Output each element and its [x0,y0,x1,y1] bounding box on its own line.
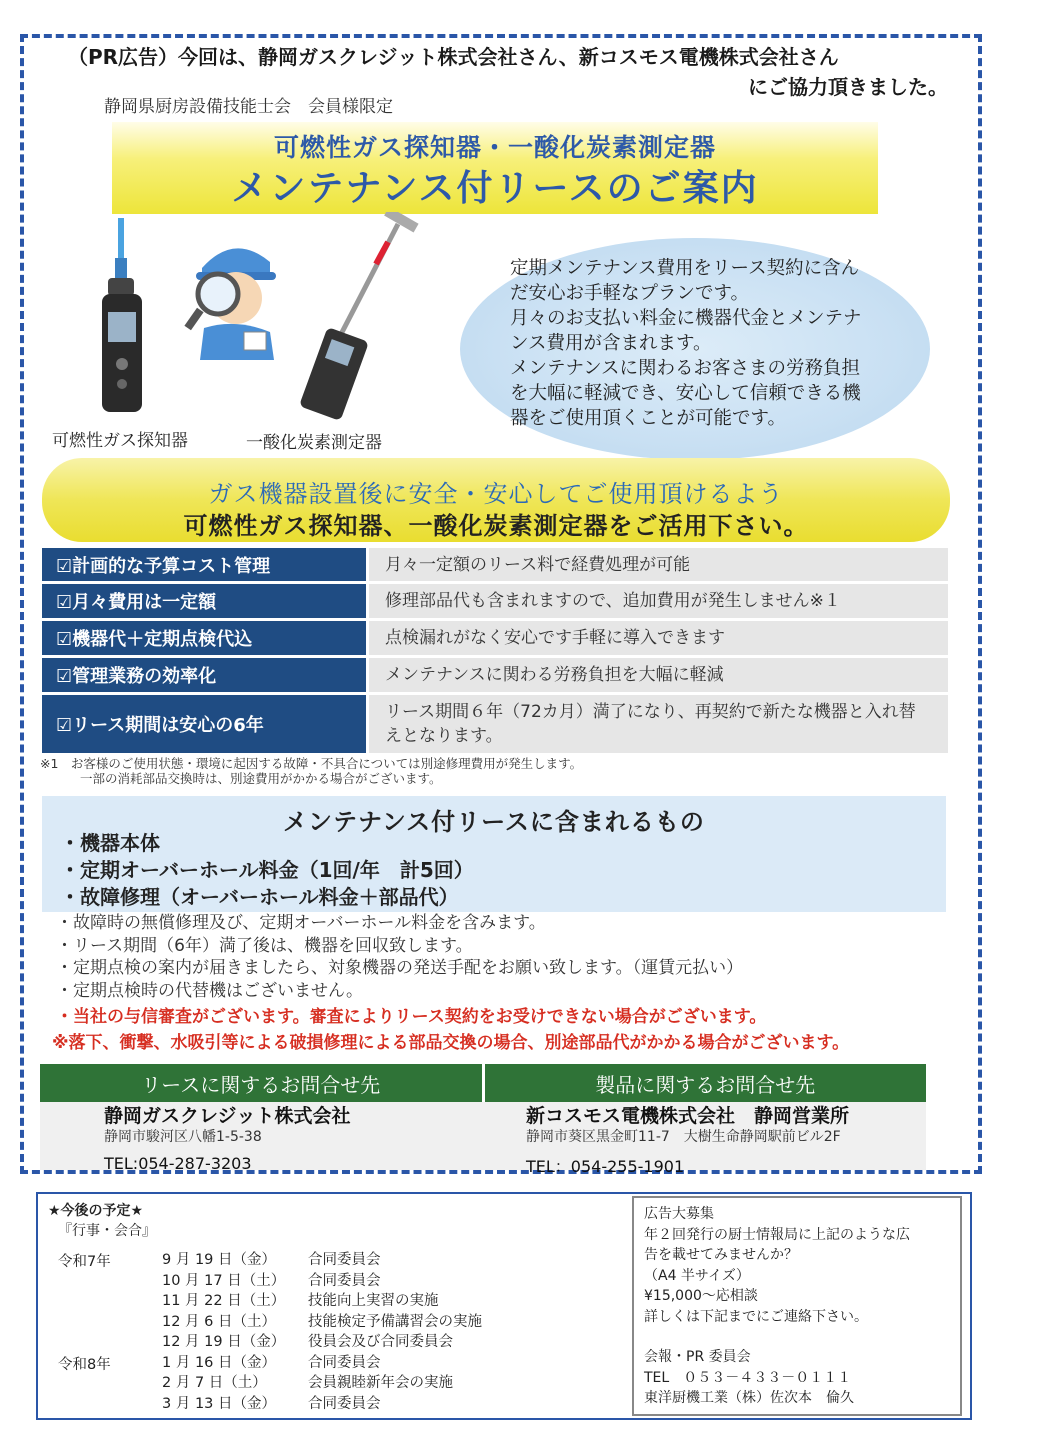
schedule-date: 12 月 6 日（土） [162,1313,277,1330]
banner-subtitle: 可燃性ガス探知器・一酸化炭素測定器 [273,133,716,162]
footnote-line-2: 一部の消耗部品交換時は、別途費用がかかる場合がございます。 [80,771,442,786]
schedule-date: 12 月 19 日（金） [162,1334,286,1350]
schedule-item [162,1312,482,1333]
feature-label: ☑機器代＋定期点検代込 [42,621,366,655]
contact-headings [40,1064,926,1102]
product-company-tel: TEL：054-255-1901 [526,1157,685,1176]
feature-row [42,658,948,692]
schedule-list [162,1250,482,1414]
feature-value: 月々一定額のリース料で経費処理が可能 [369,548,948,581]
schedule-item [162,1332,482,1353]
description-text [510,256,910,431]
slogan-banner [42,458,950,542]
note-item: ・リース期間（6年）満了後は、機器を回収致します。 [56,935,473,956]
slogan-line-1: ガス機器設置後に安全・安心してご使用頂けるよう [208,480,784,508]
included-item: ・機器本体 [60,831,160,855]
lease-contact [104,1104,351,1173]
included-item: ・定期オーバーホール料金（1回/年 計5回） [60,858,474,882]
ad-line: 年２回発行の厨士情報局に上記のような広 [644,1226,910,1243]
description-line: 月々のお支払い料金に機器代金とメンテナ [510,308,862,329]
warning-damage: ※落下、衝撃、水吸引等による破損修理による部品交換の場合、別途部品代がかかる場合がございます。 [52,1033,850,1053]
feature-row [42,695,948,753]
schedule-date: 10 月 17 日（土） [162,1272,286,1289]
lease-contact-heading: リースに関するお問合せ先 [40,1064,482,1102]
co-meter-illustration [282,212,432,422]
lease-company-name: 静岡ガスクレジット株式会社 [104,1105,351,1127]
footnote [40,756,582,786]
feature-row [42,584,948,618]
warning-credit: ・当社の与信審査がございます。審査によりリース契約をお受けできない場合がございます。 [56,1007,767,1027]
product-company-name: 新コスモス電機株式会社 静岡営業所 [526,1105,850,1127]
schedule-year: 令和8年 [58,1357,111,1373]
feature-value: メンテナンスに関わる労務負担を大幅に軽減 [369,658,948,692]
ad-contact-person: 東洋厨機工業（株）佐次本 倫久 [644,1390,854,1406]
schedule-item [162,1291,482,1312]
ad-line: 告を載せてみませんか？ [644,1247,798,1263]
members-only-label: 静岡県厨房設備技能士会 会員様限定 [104,97,393,117]
feature-label: ☑計画的な予算コスト管理 [42,548,366,581]
banner-title: メンテナンス付リースのご案内 [231,168,759,209]
pr-line-1: （PR広告）今回は、静岡ガスクレジット株式会社さん、新コスモス電機株式会社さん [68,45,839,69]
ad-line: ¥15,000～応相談 [644,1288,758,1304]
feature-row [42,548,948,581]
worker-magnifier-illustration [174,232,284,362]
schedule-item [162,1373,482,1394]
lease-company-tel: TEL:054-287-3203 [104,1154,252,1173]
schedule-item [162,1271,482,1292]
footnote-line-1: ※1 お客様のご使用状態・環境に起因する故障・不具合については別途修理費用が発生します。 [40,756,583,771]
schedule-heading: ★今後の予定★ [48,1203,144,1219]
feature-label: ☑リース期間は安心の6年 [42,695,366,753]
feature-value: リース期間６年（72カ月）満了になり、再契約で新たな機器と入れ替えとなります。 [369,695,948,753]
included-heading: メンテナンス付リースに含まれるもの [283,808,705,836]
schedule-event: 合同委員会 [308,1395,381,1412]
schedule-date: 11 月 22 日（土） [162,1293,286,1309]
ad-line: （A4 半サイズ） [644,1267,750,1284]
schedule-event: 技能検定予備講習会の実施 [308,1313,482,1330]
gas-detector-illustration [96,214,156,420]
product-company-address: 静岡市葵区黒金町11-7 大樹生命静岡駅前ビル2F [526,1129,841,1145]
description-line: ンス費用が含まれます。 [510,333,712,354]
feature-value: 修理部品代も含まれますので、追加費用が発生しません※１ [369,584,948,618]
feature-value: 点検漏れがなく安心です手軽に導入できます [369,621,948,655]
schedule-date: 1 月 16 日（金） [162,1354,277,1371]
notes-list [56,912,743,1002]
ad-tel: TEL ０５３－４３３－０１１１ [644,1369,852,1386]
feature-label: ☑月々費用は一定額 [42,584,366,618]
included-box [42,796,946,912]
note-item: ・定期点検時の代替機はございません。 [56,980,364,1001]
caption-co-meter: 一酸化炭素測定器 [246,433,382,453]
ad-line: 詳しくは下記までにご連絡下さい。 [644,1308,868,1325]
schedule-subheading: 『行事・会合』 [58,1223,156,1239]
ad-recruitment-box [632,1196,962,1416]
feature-label: ☑管理業務の効率化 [42,658,366,692]
schedule-event: 合同委員会 [308,1272,381,1289]
description-line: を大幅に軽減でき、安心して信頼できる機 [510,383,861,404]
schedule-item [162,1353,482,1374]
lease-company-address: 静岡市駿河区八幡1-5-38 [104,1129,262,1145]
description-line: 器をご使用頂くことが可能です。 [510,408,787,429]
schedule-event: 合同委員会 [308,1354,381,1371]
ad-title: 広告大募集 [644,1206,714,1222]
included-item: ・故障修理（オーバーホール料金＋部品代） [60,885,459,909]
schedule-date: 3 月 13 日（金） [162,1395,277,1412]
description-line: メンテナンスに関わるお客さまの労務負担 [510,358,861,379]
caption-gas-detector: 可燃性ガス探知器 [52,431,188,451]
ad-committee: 会報・PR 委員会 [644,1349,751,1365]
product-contact-heading: 製品に関するお問合せ先 [485,1064,927,1102]
schedule-date: 2 月 7 日（土） [162,1375,267,1391]
schedule-date: 9 月 19 日（金） [162,1252,277,1268]
included-items [60,830,474,911]
product-contact [526,1104,849,1177]
schedule-event: 会員親睦新年会の実施 [308,1375,453,1391]
schedule-event: 合同委員会 [308,1252,381,1268]
feature-row [42,621,948,655]
schedule-item [162,1394,482,1415]
note-item: ・故障時の無償修理及び、定期オーバーホール料金を含みます。 [56,913,546,933]
schedule-year: 令和7年 [58,1254,111,1270]
slogan-line-2: 可燃性ガス探知器、一酸化炭素測定器をご活用下さい。 [183,512,809,540]
description-line: 定期メンテナンス費用をリース契約に含ん [510,258,860,279]
warnings [52,1004,850,1056]
features-table [42,548,948,756]
title-banner [112,122,878,214]
schedule-event: 技能向上実習の実施 [308,1293,439,1309]
schedule-item [162,1250,482,1271]
description-line: だ安心お手軽なプランです。 [510,283,750,304]
schedule-event: 役員会及び合同委員会 [308,1334,453,1350]
note-item: ・定期点検の案内が届きましたら、対象機器の発送手配をお願い致します。（運賃元払い） [56,958,744,978]
pr-line-2: にご協力頂きました。 [748,75,948,99]
